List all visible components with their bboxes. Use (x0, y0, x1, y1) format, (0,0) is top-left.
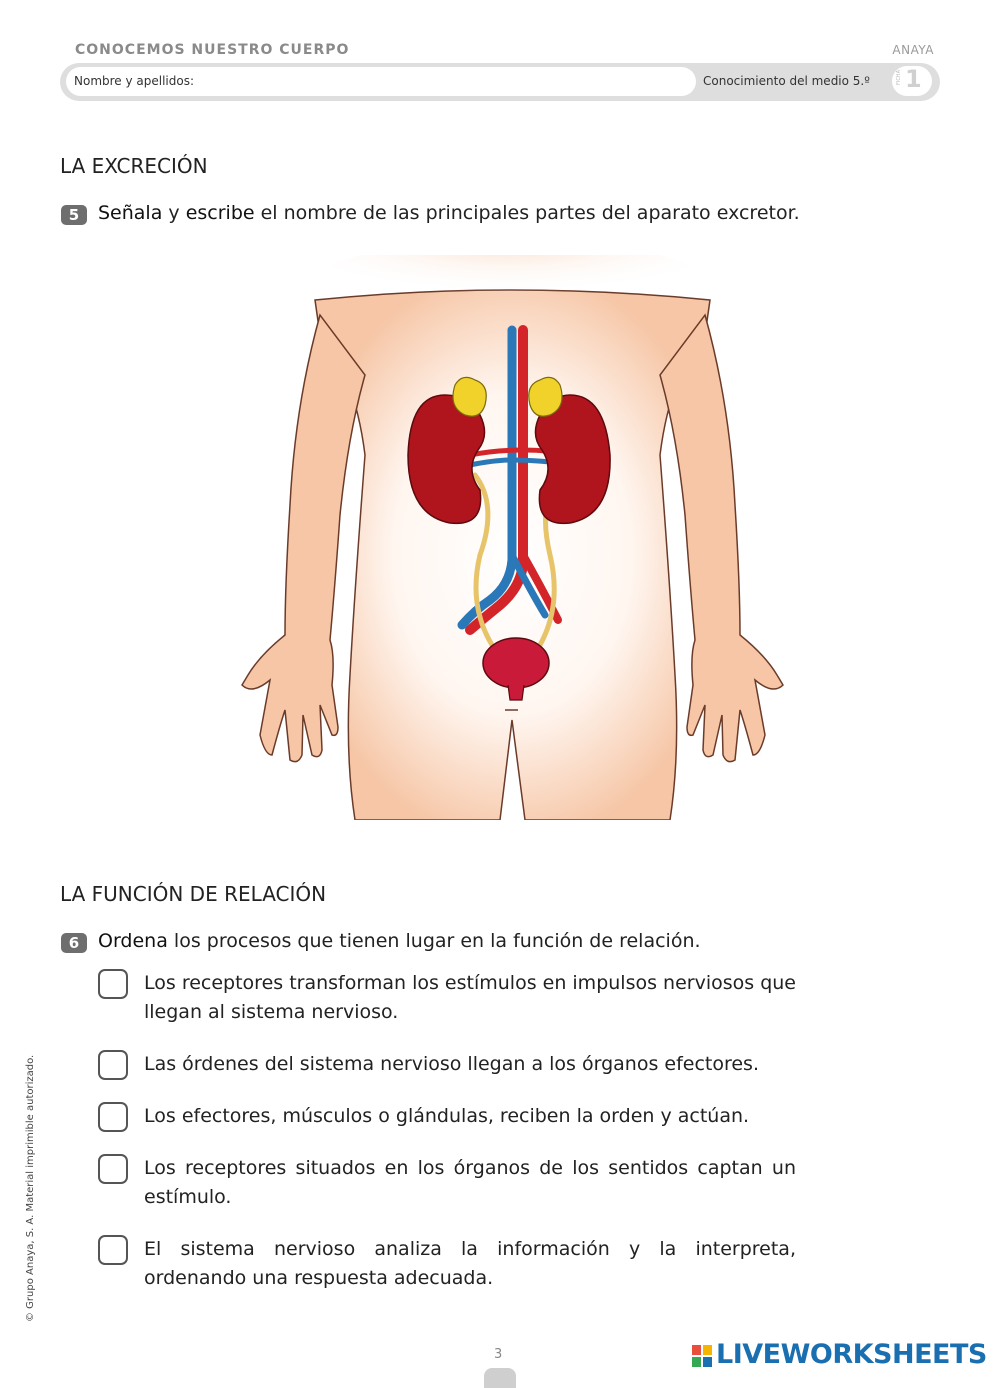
order-answer-box[interactable] (98, 969, 128, 999)
instruction-text: los procesos que tienen lugar en la función de relación. (167, 930, 701, 952)
instruction-text: el nombre de las principales partes del aparato excretor. (254, 202, 800, 224)
order-answer-box[interactable] (98, 1235, 128, 1265)
liveworksheets-logo-icon (692, 1345, 712, 1367)
worksheet-unit-title: CONOCEMOS NUESTRO CUERPO (75, 42, 350, 58)
instruction-verb: Ordena (98, 930, 168, 952)
excretory-system-illustration (240, 255, 785, 820)
process-text: Los receptores transforman los estímulos en impulsos nerviosos que llegan al sistema nervioso. (144, 972, 796, 1023)
order-answer-box[interactable] (98, 1050, 128, 1080)
sheet-small-label: FICHA (896, 70, 902, 86)
instruction-verb: Señala (98, 202, 163, 224)
page-number: 3 (494, 1347, 503, 1362)
student-name-field[interactable] (66, 67, 696, 96)
page-tab (484, 1368, 516, 1388)
instruction-connector: y (162, 202, 186, 224)
right-arm (660, 315, 783, 762)
liveworksheets-brand[interactable]: LIVEWORKSHEETS (716, 1339, 987, 1370)
copyright-notice: © Grupo Anaya, S. A. Material imprimible autorizado. (25, 1054, 36, 1322)
left-arm (242, 315, 365, 762)
instruction-verb: escribe (185, 202, 255, 224)
section-title-relation: LA FUNCIÓN DE RELACIÓN (60, 882, 327, 906)
question-5-instruction (98, 202, 800, 224)
subject-label: Conocimiento del medio 5.º (703, 74, 870, 88)
sheet-number: 1 (905, 65, 922, 93)
section-title-excretion: LA EXCRECIÓN (60, 154, 208, 178)
question-6-instruction (98, 930, 701, 952)
process-text: Los efectores, músculos o glándulas, reciben la orden y actúan. (144, 1105, 750, 1127)
question-number-badge: 5 (61, 205, 87, 225)
order-answer-box[interactable] (98, 1102, 128, 1132)
process-text: Los receptores situados en los órganos de los sentidos captan un estímulo. (144, 1157, 796, 1208)
order-answer-box[interactable] (98, 1154, 128, 1184)
process-text: Las órdenes del sistema nervioso llegan a los órganos efectores. (144, 1053, 759, 1075)
question-number-badge: 6 (61, 933, 87, 953)
process-text: El sistema nervioso analiza la información y la interpreta, ordenando una respuesta adecuada. (144, 1238, 796, 1289)
student-name-label: Nombre y apellidos: (74, 74, 195, 88)
publisher-logo: ANAYA (892, 43, 934, 57)
